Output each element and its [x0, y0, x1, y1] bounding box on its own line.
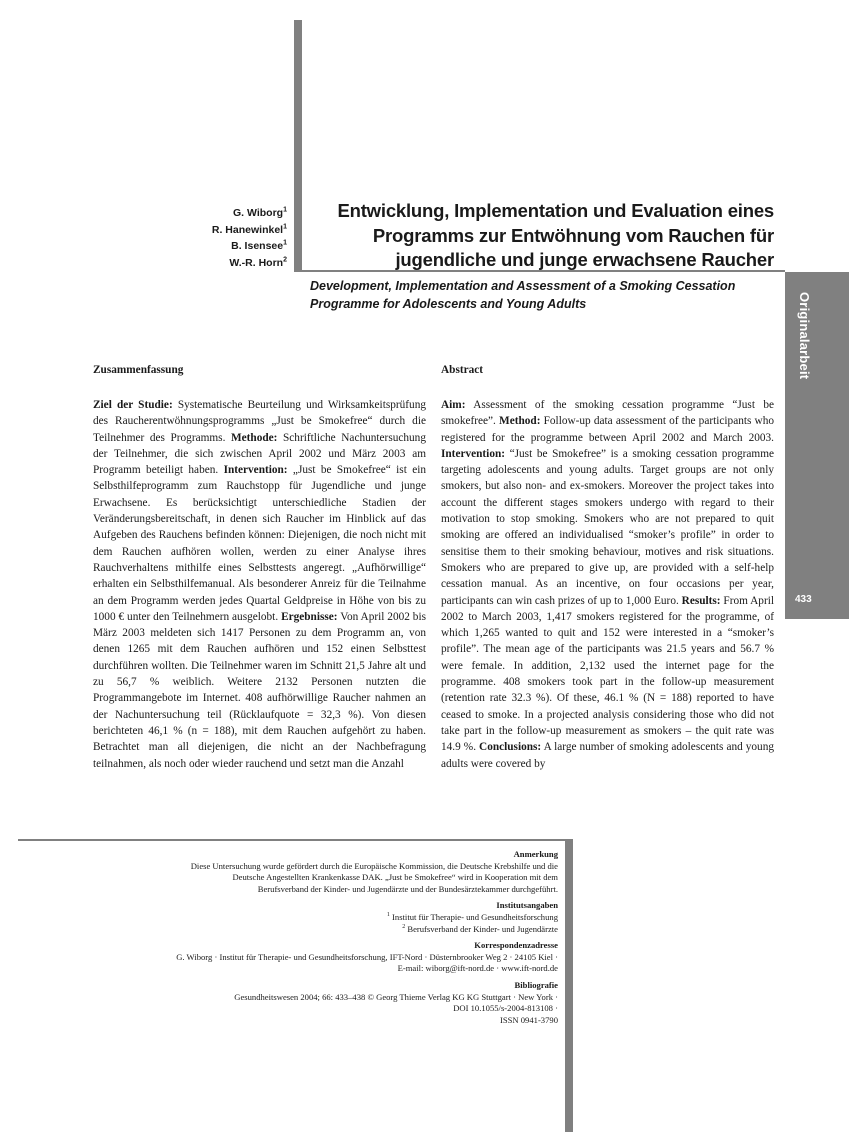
bibliografie-heading: Bibliografie: [514, 979, 558, 990]
footnote-vertical-rule: [565, 839, 573, 1132]
bibliografie-line: DOI 10.1055/s-2004-813108 ·: [453, 1003, 558, 1014]
author: W.-R. Horn$^2$: [229, 256, 287, 269]
footnote-horizontal-rule: [18, 839, 571, 841]
article-title: Entwicklung, Implementation und Evaluation eines Programms zur Entwöhnung vom Rauchen für jugendliche und junge erwachsene Raucher: [337, 200, 774, 270]
title-vertical-rule: [294, 20, 302, 272]
summary-text: Ziel der Studie: Systematische Beurteilung und Wirksamkeitsprüfung des Raucherentwöhnungsprogramms „Just be Smokefree“ durch die Teilnehmer des Programms. Methode: Schriftliche Nachuntersuchung der Teilnehmer, die sich zwischen April 2002 und März 2003 am Programm beteiligt haben. Intervention: „Just be Smokefree“ ist ein Selbsthilfeprogramm zum Rauchstopp für Jugendliche und junge Erwachsene. Es berücksichtigt unterschiedliche Stadien der Veränderungsbereitschaft, in denen sich Raucher im Hinblick auf das Aufgeben des Rauchens befinden können: Diejenigen, die noch nicht mit dem Rauchen aufhören wollen, werden zu einer Analyse ihres Rauchverhaltens mithilfe eines Selbsttests angeregt. „Aufhörwillige“ erhalten ein Selbsthilfemanual. Als besonderer Anreiz für die Teilnahme an dem Programm werden jedes Quartal Geldpreise in Höhe von bis zu 1000 € unter den Teilnehmern ausgelobt. Ergebnisse: Von April 2002 bis März 2003 meldeten sich 1417 Personen zu dem Programm an, von denen 1265 mit dem Rauchen aufhören und 152 einen Selbsttest durchführen wollten. Die Teilnehmer waren im Schnitt 21,5 Jahre alt und zu 56,7 % weiblich. Weitere 2132 Personen nutzten die Programmangebote im Internet. 408 aufhörwillige Raucher nahmen an der Nachuntersuchung teil (Rücklaufquote = 32,3 %). Von diesen berichteten 46,1 % (n = 188), mit dem Rauchen aufgehört zu haben. Betrachtet man all diejenigen, die nicht an der Nachbefragung teilnahmen, als noch oder wieder rauchend und setzt man die Anzahl: [93, 399, 426, 770]
korrespondenz-line: E-mail: wiborg@ift-nord.de · www.ift-nord.de: [397, 963, 558, 974]
article-type-label: Originalarbeit: [797, 292, 812, 380]
bibliografie-line: Gesundheitswesen 2004; 66: 433–438 © Georg Thieme Verlag KG KG Stuttgart · New York ·: [234, 991, 558, 1002]
summary-heading: Zusammenfassung: [93, 364, 184, 376]
anmerkung-line: Berufsverband der Kinder- und Jugendärzte und der Bundesärztekammer durchgeführt.: [257, 883, 558, 894]
author: G. Wiborg$^1$: [233, 206, 287, 219]
author-list: [212, 205, 287, 271]
author: B. Isensee$^1$: [231, 239, 287, 252]
footnote-block: [60, 849, 558, 1026]
author: R. Hanewinkel$^1$: [211, 223, 287, 236]
anmerkung-heading: Anmerkung: [513, 849, 558, 859]
institut-line: $^2$ Berufsverband der Kinder- und Jugendärzte: [402, 923, 558, 934]
institut-heading: Institutsangaben: [496, 900, 558, 911]
korrespondenz-heading: Korrespondenzadresse: [474, 940, 558, 951]
anmerkung-line: Diese Untersuchung wurde gefördert durch die Europäische Kommission, die Deutsche Krebshilfe und die: [190, 860, 558, 871]
page-number: 433: [795, 594, 812, 605]
institut-line: $^1$ Institut für Therapie- und Gesundheitsforschung: [386, 911, 558, 922]
bibliografie-line: ISSN 0941-3790: [499, 1014, 558, 1025]
article-subtitle-english: Development, Implementation and Assessment of a Smoking Cessation Programme for Adolescents and Young Adults: [310, 279, 736, 311]
side-tab: [785, 272, 849, 619]
abstract-text: Aim: Assessment of the smoking cessation programme “Just be smokefree”. Method: Follow-up data assessment of the participants who registered for the programme between April 2002 and March 2003. Intervention: “Just be Smokefree” is a smoking cessation programme targeting adolescents and young adults. Target groups are not only smokers, but also non- and ex-smokers. Moreover the project takes into account the different stages smokers undergo with regard to their motivation to stop smoking. Smokers who are not prepared to quit smoking are offered an individualised “smoker’s profile” in order to sensitise them to their smoking behaviour, motives and risk situations. Smokers who are prepared to give up, are provided with a self-help cessation manual. As an incentive, on four occasions per year, participants can win cash prizes of up to 1,000 Euro. Results: From April 2002 to March 2003, 1,417 smokers registered for the programme, of which 1,265 wanted to quit and 152 were interested in a “smoker’s profile”. The mean age of the participants was 21.5 years and 56.7 % were female. In addition, 2,132 used the internet page for the programme. 408 smokers took part in the follow-up measurement (retention rate 32.3 %). Of these, 46.1 % (N = 188) reported to have ceased to smoke. In a projected analysis considering those who did not take part in the follow-up measurement as smokers – the quit rate was 14.9 %. Conclusions: A large number of smoking adolescents and young adults were covered by: [441, 399, 774, 770]
korrespondenz-line: G. Wiborg · Institut für Therapie- und Gesundheitsforschung, IFT-Nord · Düsternbrooker Weg 2 · 24105 Kiel ·: [176, 951, 558, 962]
anmerkung-line: Deutsche Angestellten Krankenkasse DAK. „Just be Smokefree“ wird in Kooperation mit dem: [232, 872, 558, 883]
abstract-heading: Abstract: [441, 364, 484, 376]
